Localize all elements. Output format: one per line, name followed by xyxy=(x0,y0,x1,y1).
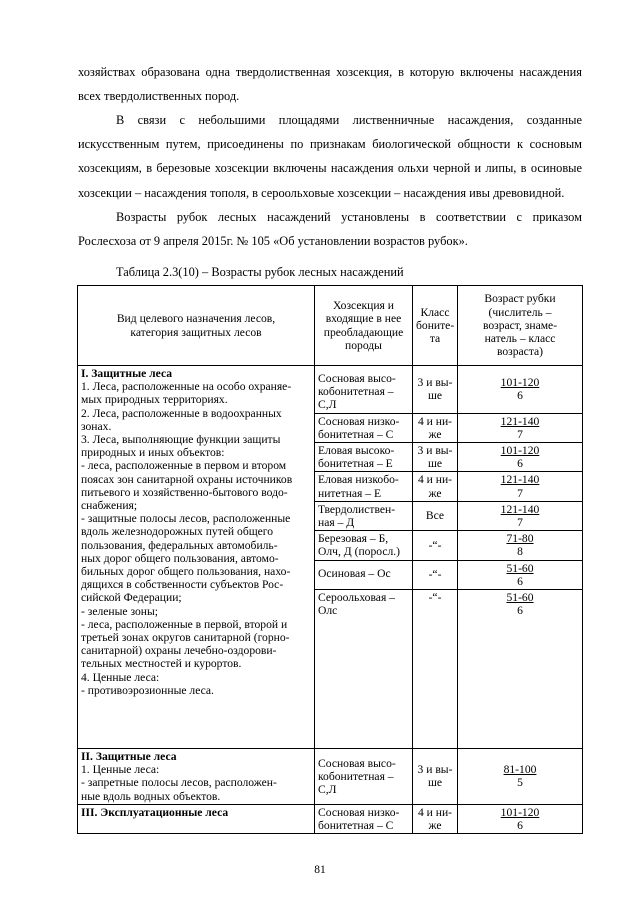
purpose-cell-protective-2: II. Защитные леса 1. Ценные леса: - запретные полосы лесов, расположен- ные вдоль водных объектов. xyxy=(78,748,315,804)
bonitet-cell: 3 и вы- ше xyxy=(413,366,458,414)
age-cell: $\frac{121-140}{7}$ xyxy=(458,501,583,530)
bonitet-cell: 4 и ни- же xyxy=(413,413,458,442)
header-purpose: Вид целевого назначения лесов, категория защитных лесов xyxy=(78,286,315,366)
header-hozsection: Хозсекция и входящие в нее преобладающие породы xyxy=(315,286,413,366)
cutting-age-table xyxy=(77,285,583,834)
table-caption: Таблица 2.3(10) – Возрасты рубок лесных насаждений xyxy=(116,265,404,279)
age-cell: $\frac{101-120}{6}$ xyxy=(458,804,583,833)
hozsection-cell: Твердолиствен- ная – Д xyxy=(315,501,413,530)
hozsection-cell: Сосновая низко- бонитетная – С xyxy=(315,804,413,833)
table-header-row xyxy=(78,286,583,366)
header-bonitet: Класс боните- та xyxy=(413,286,458,366)
header-cutting-age: Возраст рубки (числитель – возраст, знаме- натель – класс возраста) xyxy=(458,286,583,366)
bonitet-cell: 4 и ни- же xyxy=(413,472,458,501)
hozsection-cell: Сосновая низко- бонитетная – С xyxy=(315,413,413,442)
hozsection-cell: Сосновая высо- кобонитетная – С,Л xyxy=(315,748,413,804)
page-number: 81 xyxy=(314,864,326,876)
table-row xyxy=(78,366,583,414)
age-cell: $\frac{51-60}{6}$ xyxy=(458,560,583,589)
bonitet-cell: -“- xyxy=(413,590,458,619)
age-cell: $\frac{71-80}{8}$ xyxy=(458,531,583,560)
paragraph-1: хозяйствах образована одна твердолиственная хозсекция, в которую включены насаждения всех твердолиственных пород. xyxy=(78,65,582,104)
age-cell: $\frac{51-60}{6}$ xyxy=(458,590,583,619)
age-cell: $\frac{81-100}{5}$ xyxy=(458,748,583,804)
age-cell: $\frac{121-140}{7}$ xyxy=(458,413,583,442)
hozsection-cell: Сероольховая – Олс xyxy=(315,590,413,619)
hozsection-cell: Осиновая – Ос xyxy=(315,560,413,589)
bonitet-cell: 3 и вы- ше xyxy=(413,443,458,472)
hozsection-cell: Еловая высоко- бонитетная – Е xyxy=(315,443,413,472)
paragraph-3: Возрасты рубок лесных насаждений установлены в соответствии с приказом Рослесхоза от 9 апреля 2015г. № 105 «Об установлении возрастов рубок». xyxy=(78,210,582,249)
bonitet-cell: -“- xyxy=(413,560,458,589)
hozsection-cell: Сосновая высо- кобонитетная – С,Л xyxy=(315,366,413,414)
hozsection-cell: Березовая – Б, Олч, Д (поросл.) xyxy=(315,531,413,560)
bonitet-cell: Все xyxy=(413,501,458,530)
age-cell: $\frac{101-120}{6}$ xyxy=(458,366,583,414)
hozsection-cell: Еловая низкобо- нитетная – Е xyxy=(315,472,413,501)
bonitet-cell: 4 и ни- же xyxy=(413,804,458,833)
purpose-cell-protective-1: I. Защитные леса 1. Леса, расположенные на особо охраняе- мых природных территориях. 2. Леса, расположенные в водоохранных зонах. 3. Леса, выполняющие функции защиты природных и иных объектов: - леса, расположенные в первом и втором поясах зон санитарной охраны источников питьевого и хозяйственно-бытового водо- снабжения; - защитные полосы лесов, расположенные вдоль железнодорожных путей общего пользования, федеральных автомобиль- ных дорог общего пользования, автомо- бильных дорог общего пользования, нахо- дящихся в собственности субъектов Рос- сийской Федерации; - зеленые зоны; - леса, расположенные в первой, второй и третьей зонах округов санитарной (горно- санитарной) охраны лечебно-оздорови- тельных местностей и курортов. 4. Ценные леса: - противоэрозионные леса. xyxy=(78,366,315,749)
age-cell: $\frac{121-140}{7}$ xyxy=(458,472,583,501)
purpose-cell-exploitation: III. Эксплуатационные леса xyxy=(78,804,315,833)
table-row xyxy=(78,748,583,804)
age-cell: $\frac{101-120}{6}$ xyxy=(458,443,583,472)
bonitet-cell: 3 и вы- ше xyxy=(413,748,458,804)
paragraph-2: В связи с небольшими площадями лиственничные насаждения, созданные искусственным путем, присоединены по признакам биологической общности к сосновым хозсекциям, в березовые хозсекции включены насаждения ольхи черной и липы, в осиновые хозсекции – насаждения тополя, в сероольховые хозсекции – насаждения ивы древовидной. xyxy=(78,113,582,200)
table-row xyxy=(78,804,583,833)
bonitet-cell: -“- xyxy=(413,531,458,560)
